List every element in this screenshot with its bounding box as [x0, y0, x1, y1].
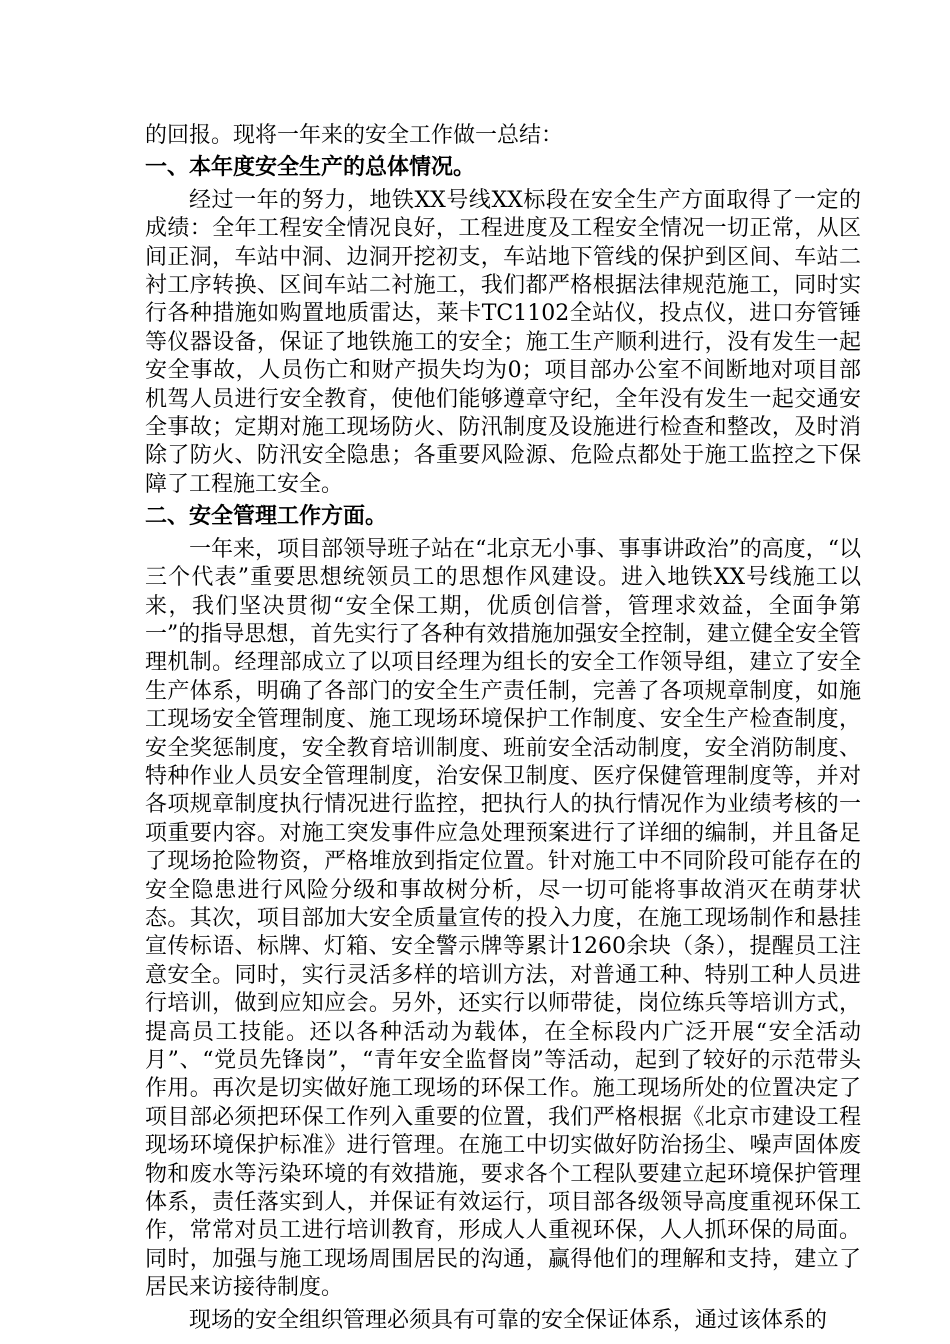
- section-overall-situation-paragraph: 经过一年的努力，地铁XX号线XX标段在安全生产方面取得了一定的成绩：全年工程安全情况良好，工程进度及工程安全情况一切正常，从区间正洞，车站中洞、边洞开挖初支，车站地下管线的保护到区间、车站二衬工序转换、区间车站二衬施工，我们都严格根据法律规范施工，同时实行各种措施如购置地质雷达，莱卡TC1102全站仪，投点仪，进口夯管锤等仪器设备，保证了地铁施工的安全；施工生产顺利进行，没有发生一起安全事故，人员伤亡和财产损失均为0；项目部办公室不间断地对项目部机驾人员进行安全教育，使他们能够遵章守纪，全年没有发生一起交通安全事故；定期对施工现场防火、防汛制度及设施进行检查和整改，及时消除了防火、防汛安全隐患；各重要风险源、危险点都处于施工监控之下保障了工程施工安全。: [145, 187, 861, 497]
- closing-paragraph: 现场的安全组织管理必须具有可靠的安全保证体系，通过该体系的: [189, 1307, 828, 1333]
- section-safety-management-paragraph: 一年来，项目部领导班子站在“北京无小事、事事讲政治”的高度，“以三个代表”重要思想统领员工的思想作风建设。进入地铁XX号线施工以来，我们坚决贯彻“安全保工期，优质创信誉，管理求效益，全面争第一”的指导思想，首先实行了各种有效措施加强安全控制，建立健全安全管理机制。经理部成立了以项目经理为组长的安全工作领导组，建立了安全生产体系，明确了各部门的安全生产责任制，完善了各项规章制度，如施工现场安全管理制度、施工现场环境保护工作制度、安全生产检查制度，安全奖惩制度，安全教育培训制度、班前安全活动制度，安全消防制度、特种作业人员安全管理制度，治安保卫制度、医疗保健管理制度等，并对各项规章制度执行情况进行监控，把执行人的执行情况作为业绩考核的一项重要内容。对施工突发事件应急处理预案进行了详细的编制，并且备足了现场抢险物资，严格堆放到指定位置。针对施工中不同阶段可能存在的安全隐患进行风险分级和事故树分析，尽一切可能将事故消灭在萌芽状态。其次，项目部加大安全质量宣传的投入力度，在施工现场制作和悬挂宣传标语、标牌、灯箱、安全警示牌等累计1260余块（条），提醒员工注意安全。同时，实行灵活多样的培训方法，对普通工种、特别工种人员进行培训，做到应知应会。另外，还实行以师带徒，岗位练兵等培训方式，提高员工技能。还以各种活动为载体，在全标段内广泛开展“安全活动月”、“党员先锋岗”，“青年安全监督岗”等活动，起到了较好的示范带头作用。再次是切实做好施工现场的环保工作。施工现场所处的位置决定了项目部必须把环保工作列入重要的位置，我们严格根据《北京市建设工程现场环境保护标准》进行管理。在施工中切实做好防治扬尘、噪声固体废物和废水等污染环境的有效措施，要求各个工程队要建立起环境保护管理体系，责任落实到人，并保证有效运行，项目部各级领导高度重视环保工作，常常对员工进行培训教育，形成人人重视环保，人人抓环保的局面。同时，加强与施工现场周围居民的沟通，赢得他们的理解和支持，建立了居民来访接待制度。: [145, 536, 861, 1301]
- section-heading-overall-situation: 一、本年度安全生产的总体情况。: [145, 155, 476, 181]
- section-heading-safety-management: 二、安全管理工作方面。: [145, 504, 388, 530]
- opening-line: 的回报。现将一年来的安全工作做一总结：: [145, 123, 564, 148]
- document-page: [145, 122, 861, 1335]
